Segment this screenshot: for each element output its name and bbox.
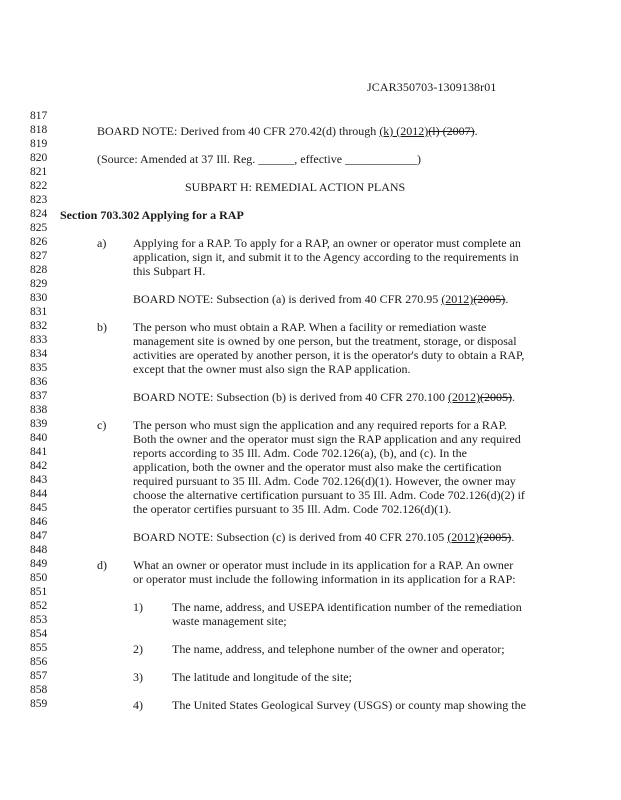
subsection-c-line: required pursuant to 35 Ill. Adm. Code 702.126(d)(1). However, the owner may <box>133 474 516 488</box>
line-number: 834 <box>30 348 48 360</box>
deleted-text: (l) (2007) <box>428 124 475 138</box>
board-note-suffix: . <box>474 124 478 138</box>
line-number: 822 <box>30 180 48 192</box>
board-note-text: BOARD NOTE: Derived from 40 CFR 270.42(d) through <box>97 124 380 138</box>
line-number: 838 <box>30 404 48 416</box>
board-note-text: BOARD NOTE: Subsection (b) is derived from 40 CFR 270.100 <box>133 390 448 404</box>
subsection-c-line: The person who must sign the application and any required reports for a RAP. <box>133 418 507 432</box>
source-prefix: (Source: Amended at 37 Ill. Reg. <box>97 152 259 166</box>
line-number: 857 <box>30 670 48 682</box>
line-number: 846 <box>30 516 48 528</box>
subsection-a-line: this Subpart H. <box>133 264 206 278</box>
board-note-suffix: . <box>511 390 515 404</box>
line-number: 837 <box>30 390 48 402</box>
line-number: 823 <box>30 194 48 206</box>
item-line: The latitude and longitude of the site; <box>172 670 352 684</box>
section-heading: Section 703.302 Applying for a RAP <box>60 208 244 222</box>
item-line: The name, address, and telephone number of the owner and operator; <box>172 642 505 656</box>
item-label: 2) <box>133 642 143 656</box>
source-suffix: ) <box>417 152 422 166</box>
board-note-a <box>133 292 508 307</box>
subsection-c-line: choose the alternative certification pursuant to 35 Ill. Adm. Code 702.126(d)(2) if <box>133 488 525 502</box>
line-number: 821 <box>30 166 48 178</box>
document-id: JCAR350703-1309138r01 <box>367 80 497 94</box>
source-middle: , effective <box>294 152 346 166</box>
line-number: 817 <box>30 110 48 122</box>
board-note-text: BOARD NOTE: Subsection (a) is derived from 40 CFR 270.95 <box>133 292 442 306</box>
line-number: 855 <box>30 642 48 654</box>
subsection-b-line: The person who must obtain a RAP. When a facility or remediation waste <box>133 320 487 334</box>
line-number: 848 <box>30 544 48 556</box>
inserted-text: (2012) <box>441 292 474 306</box>
line-number: 819 <box>30 138 48 150</box>
subsection-d-line: What an owner or operator must include in its application for a RAP. An owner <box>133 558 514 572</box>
inserted-text: (k) (2012) <box>379 124 429 138</box>
line-number: 854 <box>30 628 48 640</box>
line-number: 852 <box>30 600 48 612</box>
line-number: 826 <box>30 236 48 248</box>
subsection-a-line: application, sign it, and submit it to the Agency according to the requirements in <box>133 250 519 264</box>
board-note-top <box>97 124 478 139</box>
subsection-label-b: b) <box>97 320 107 334</box>
line-number: 858 <box>30 684 48 696</box>
line-number: 824 <box>30 208 48 220</box>
subsection-b-line: activities are operated by another person, it is the operator's duty to obtain a RAP, <box>133 348 525 362</box>
item-line: waste management site; <box>172 614 287 628</box>
subsection-b-line: except that the owner must also sign the RAP application. <box>133 362 411 376</box>
board-note-b <box>133 390 515 405</box>
line-number: 841 <box>30 446 48 458</box>
item-label: 1) <box>133 600 143 614</box>
line-number: 825 <box>30 222 48 234</box>
subsection-c-line: Both the owner and the operator must sign the RAP application and any required <box>133 432 521 446</box>
subsection-c-line: reports according to 35 Ill. Adm. Code 702.126(a), (b), and (c). In the <box>133 446 467 460</box>
item-line: The name, address, and USEPA identification number of the remediation <box>172 600 522 614</box>
line-number: 828 <box>30 264 48 276</box>
line-number: 850 <box>30 572 48 584</box>
line-number: 853 <box>30 614 48 626</box>
line-number: 832 <box>30 320 48 332</box>
subsection-c-line: application, both the owner and the operator must also make the certification <box>133 460 502 474</box>
item-label: 3) <box>133 670 143 684</box>
subsection-label-c: c) <box>97 418 107 432</box>
inserted-text: (2012) <box>447 530 480 544</box>
line-number: 818 <box>30 124 48 136</box>
line-number: 820 <box>30 152 48 164</box>
line-number: 849 <box>30 558 48 570</box>
subsection-label-d: d) <box>97 558 107 572</box>
board-note-c <box>133 530 514 545</box>
subsection-c-line: the operator certifies pursuant to 35 Ill. Adm. Code 702.126(d)(1). <box>133 502 452 516</box>
line-number: 844 <box>30 488 48 500</box>
board-note-suffix: . <box>505 292 509 306</box>
line-number: 839 <box>30 418 48 430</box>
line-number: 833 <box>30 334 48 346</box>
line-number: 847 <box>30 530 48 542</box>
line-number: 831 <box>30 306 48 318</box>
line-number: 830 <box>30 292 48 304</box>
item-label: 4) <box>133 698 143 712</box>
deleted-text: (2005) <box>479 390 512 404</box>
board-note-text: BOARD NOTE: Subsection (c) is derived from 40 CFR 270.105 <box>133 530 448 544</box>
board-note-suffix: . <box>511 530 515 544</box>
line-number: 851 <box>30 586 48 598</box>
register-blank: ______ <box>258 152 295 166</box>
subsection-label-a: a) <box>97 236 107 250</box>
subsection-a-line: Applying for a RAP. To apply for a RAP, an owner or operator must complete an <box>133 236 521 250</box>
deleted-text: (2005) <box>479 530 512 544</box>
line-number: 836 <box>30 376 48 388</box>
line-number: 829 <box>30 278 48 290</box>
item-line: The United States Geological Survey (USGS) or county map showing the <box>172 698 526 712</box>
line-number: 845 <box>30 502 48 514</box>
subpart-heading: SUBPART H: REMEDIAL ACTION PLANS <box>185 180 406 194</box>
line-number: 827 <box>30 250 48 262</box>
line-number: 859 <box>30 698 48 710</box>
source-note <box>97 152 421 167</box>
line-number: 835 <box>30 362 48 374</box>
subsection-b-line: management site is owned by one person, but the treatment, storage, or disposal <box>133 334 517 348</box>
line-number: 840 <box>30 432 48 444</box>
line-number: 843 <box>30 474 48 486</box>
line-number: 842 <box>30 460 48 472</box>
subsection-d-line: or operator must include the following information in its application for a RAP: <box>133 572 516 586</box>
deleted-text: (2005) <box>473 292 506 306</box>
effective-date-blank: ____________ <box>345 152 418 166</box>
inserted-text: (2012) <box>447 390 480 404</box>
line-number: 856 <box>30 656 48 668</box>
